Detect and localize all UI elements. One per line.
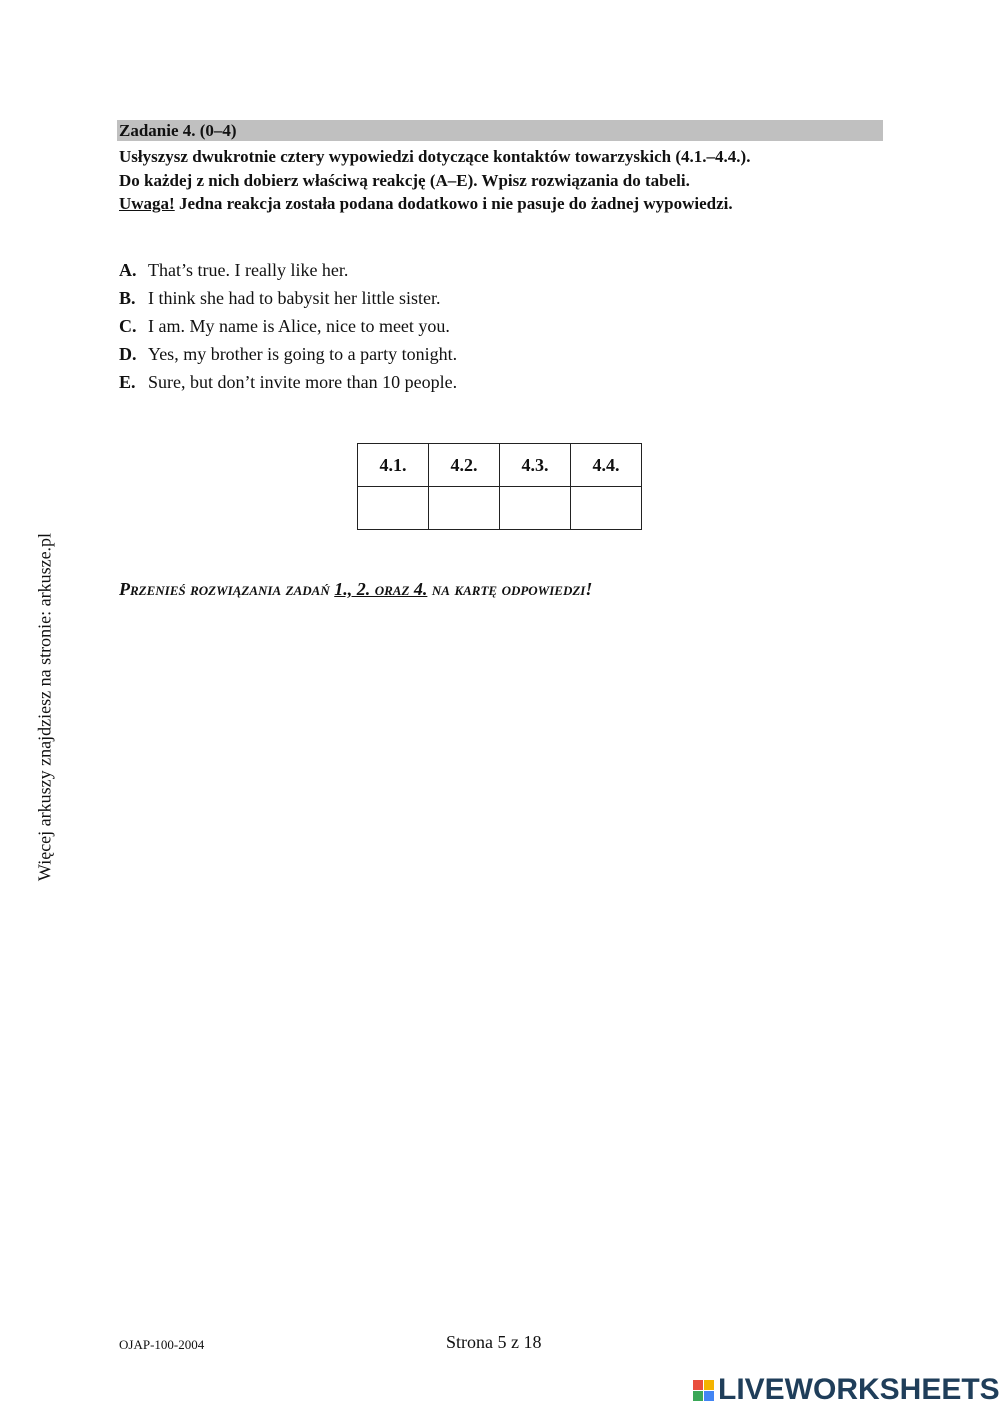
answer-table bbox=[357, 443, 642, 530]
answer-cell-4-1[interactable] bbox=[358, 487, 429, 530]
answer-cell-4-2[interactable] bbox=[429, 487, 500, 530]
answer-table-input-row bbox=[358, 487, 642, 530]
instruction-note bbox=[119, 192, 899, 216]
logo-text: LIVEWORKSHEETS bbox=[718, 1373, 1000, 1406]
header-4-1: 4.1. bbox=[358, 444, 429, 487]
answer-cell-4-4[interactable] bbox=[571, 487, 642, 530]
logo-square-red bbox=[693, 1380, 703, 1390]
logo-grid-icon bbox=[693, 1380, 714, 1401]
footer-exam-code: OJAP-100-2004 bbox=[119, 1337, 205, 1352]
footer-page-number: Strona 5 z 18 bbox=[446, 1332, 542, 1352]
answer-table-header-row bbox=[358, 444, 642, 487]
header-4-2: 4.2. bbox=[429, 444, 500, 487]
note-label: Uwaga! bbox=[119, 194, 175, 213]
instruction-line-1: Usłyszysz dwukrotnie cztery wypowiedzi dotyczące kontaktów towarzyskich (4.1.–4.4.). bbox=[119, 147, 751, 166]
logo-square-blue bbox=[704, 1391, 714, 1401]
option-b: B. I think she had to babysit her little sister. bbox=[119, 288, 441, 308]
answer-cell-4-3[interactable] bbox=[500, 487, 571, 530]
option-a: A. That’s true. I really like her. bbox=[119, 260, 349, 280]
task-header: Zadanie 4. (0–4) bbox=[117, 120, 883, 141]
reaction-options bbox=[119, 258, 457, 398]
logo-square-green bbox=[693, 1391, 703, 1401]
transfer-instruction: Przenieś rozwiązania zadań 1., 2. oraz 4. na kartę odpowiedzi! bbox=[119, 579, 593, 599]
task-instructions bbox=[119, 145, 899, 216]
transfer-task-numbers: 1., 2. oraz 4. bbox=[334, 579, 428, 599]
header-4-3: 4.3. bbox=[500, 444, 571, 487]
option-d: D. Yes, my brother is going to a party tonight. bbox=[119, 344, 458, 364]
note-text: Jedna reakcja została podana dodatkowo i nie pasuje do żadnej wypowiedzi. bbox=[174, 194, 733, 213]
option-c: C. I am. My name is Alice, nice to meet you. bbox=[119, 316, 450, 336]
instruction-line-2: Do każdej z nich dobierz właściwą reakcję (A–E). Wpisz rozwiązania do tabeli. bbox=[119, 170, 690, 190]
liveworksheets-logo bbox=[693, 1373, 1000, 1407]
logo-square-yellow bbox=[704, 1380, 714, 1390]
header-4-4: 4.4. bbox=[571, 444, 642, 487]
option-e: E. Sure, but don’t invite more than 10 people. bbox=[119, 372, 458, 392]
